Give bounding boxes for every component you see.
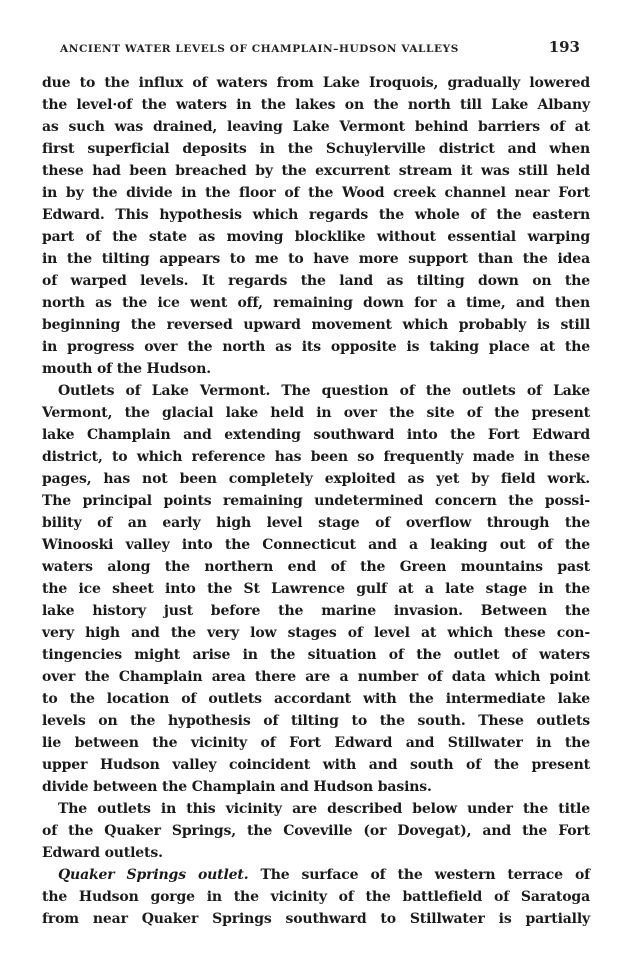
text-line: as such was drained, leaving Lake Vermont behind barriers of at xyxy=(42,119,590,135)
text-line: upper Hudson valley coincident with and south of the present xyxy=(42,757,590,773)
text-line: lie between the vicinity of Fort Edward and Stillwater in the xyxy=(42,735,590,751)
text-line: of the Quaker Springs, the Coveville (or Dovegat), and the Fort xyxy=(42,823,590,839)
text-line: lake Champlain and extending southward into the Fort Edward xyxy=(42,427,590,443)
text-line: waters along the northern end of the Green mountains past xyxy=(42,559,590,575)
page-number: 193 xyxy=(548,38,580,56)
paragraph xyxy=(42,72,590,380)
text-line xyxy=(42,380,590,402)
text-line: tingencies might arise in the situation of the outlet of waters xyxy=(42,647,590,663)
text-line: the ice sheet into the St Lawrence gulf at a late stage in the xyxy=(42,581,590,597)
subsection-heading: Quaker Springs outlet. xyxy=(58,867,249,883)
text-line: Winooski valley into the Connecticut and a leaking out of the xyxy=(42,537,590,553)
text-line: in the tilting appears to me to have more support than the idea xyxy=(42,251,590,267)
running-title: ANCIENT WATER LEVELS OF CHAMPLAIN–HUDSON VALLEYS xyxy=(60,43,459,55)
text-line: district, to which reference has been so frequently made in these xyxy=(42,449,590,465)
text-run: The question of the outlets of Lake xyxy=(270,383,590,399)
text-line: mouth of the Hudson. xyxy=(42,361,211,377)
text-line: levels on the hypothesis of tilting to the south. These outlets xyxy=(42,713,590,729)
text-run: The surface of the western terrace of xyxy=(248,867,591,883)
text-line: the Hudson gorge in the vicinity of the battlefield of Saratoga xyxy=(42,889,590,905)
text-line: beginning the reversed upward movement which probably is still xyxy=(42,317,590,333)
body-text xyxy=(42,72,590,930)
section-heading: Outlets of Lake Vermont. xyxy=(58,383,271,399)
paragraph xyxy=(42,798,590,864)
text-line: The principal points remaining undetermined concern the possi- xyxy=(42,493,590,509)
text-line: of warped levels. It regards the land as tilting down on the xyxy=(42,273,590,289)
text-line: Edward outlets. xyxy=(42,845,163,861)
text-line: divide between the Champlain and Hudson basins. xyxy=(42,779,432,795)
paragraph xyxy=(42,380,590,798)
text-line: The outlets in this vicinity are described below under the title xyxy=(58,801,590,817)
text-line: to the location of outlets accordant with the intermediate lake xyxy=(42,691,590,707)
text-line: lake history just before the marine invasion. Between the xyxy=(42,603,590,619)
text-line: Edward. This hypothesis which regards the whole of the eastern xyxy=(42,207,590,223)
text-line: part of the state as moving blocklike without essential warping xyxy=(42,229,590,245)
paragraph xyxy=(42,864,590,930)
text-line: Vermont, the glacial lake held in over the site of the present xyxy=(42,405,590,421)
text-line: the level·of the waters in the lakes on the north till Lake Albany xyxy=(42,97,590,113)
text-line: due to the influx of waters from Lake Iroquois, gradually lowered xyxy=(42,75,590,91)
text-line: in progress over the north as its opposite is taking place at the xyxy=(42,339,590,355)
text-line: these had been breached by the excurrent stream it was still held xyxy=(42,163,590,179)
text-line: in by the divide in the floor of the Wood creek channel near Fort xyxy=(42,185,590,201)
text-line xyxy=(42,864,590,886)
running-head xyxy=(60,38,580,58)
text-line: bility of an early high level stage of overflow through the xyxy=(42,515,590,531)
text-line: very high and the very low stages of level at which these con- xyxy=(42,625,590,641)
text-line: from near Quaker Springs southward to Stillwater is partially xyxy=(42,911,590,927)
text-line: north as the ice went off, remaining down for a time, and then xyxy=(42,295,590,311)
text-line: over the Champlain area there are a number of data which point xyxy=(42,669,590,685)
text-line: pages, has not been completely exploited as yet by field work. xyxy=(42,471,590,487)
text-line: first superficial deposits in the Schuylerville district and when xyxy=(42,141,590,157)
